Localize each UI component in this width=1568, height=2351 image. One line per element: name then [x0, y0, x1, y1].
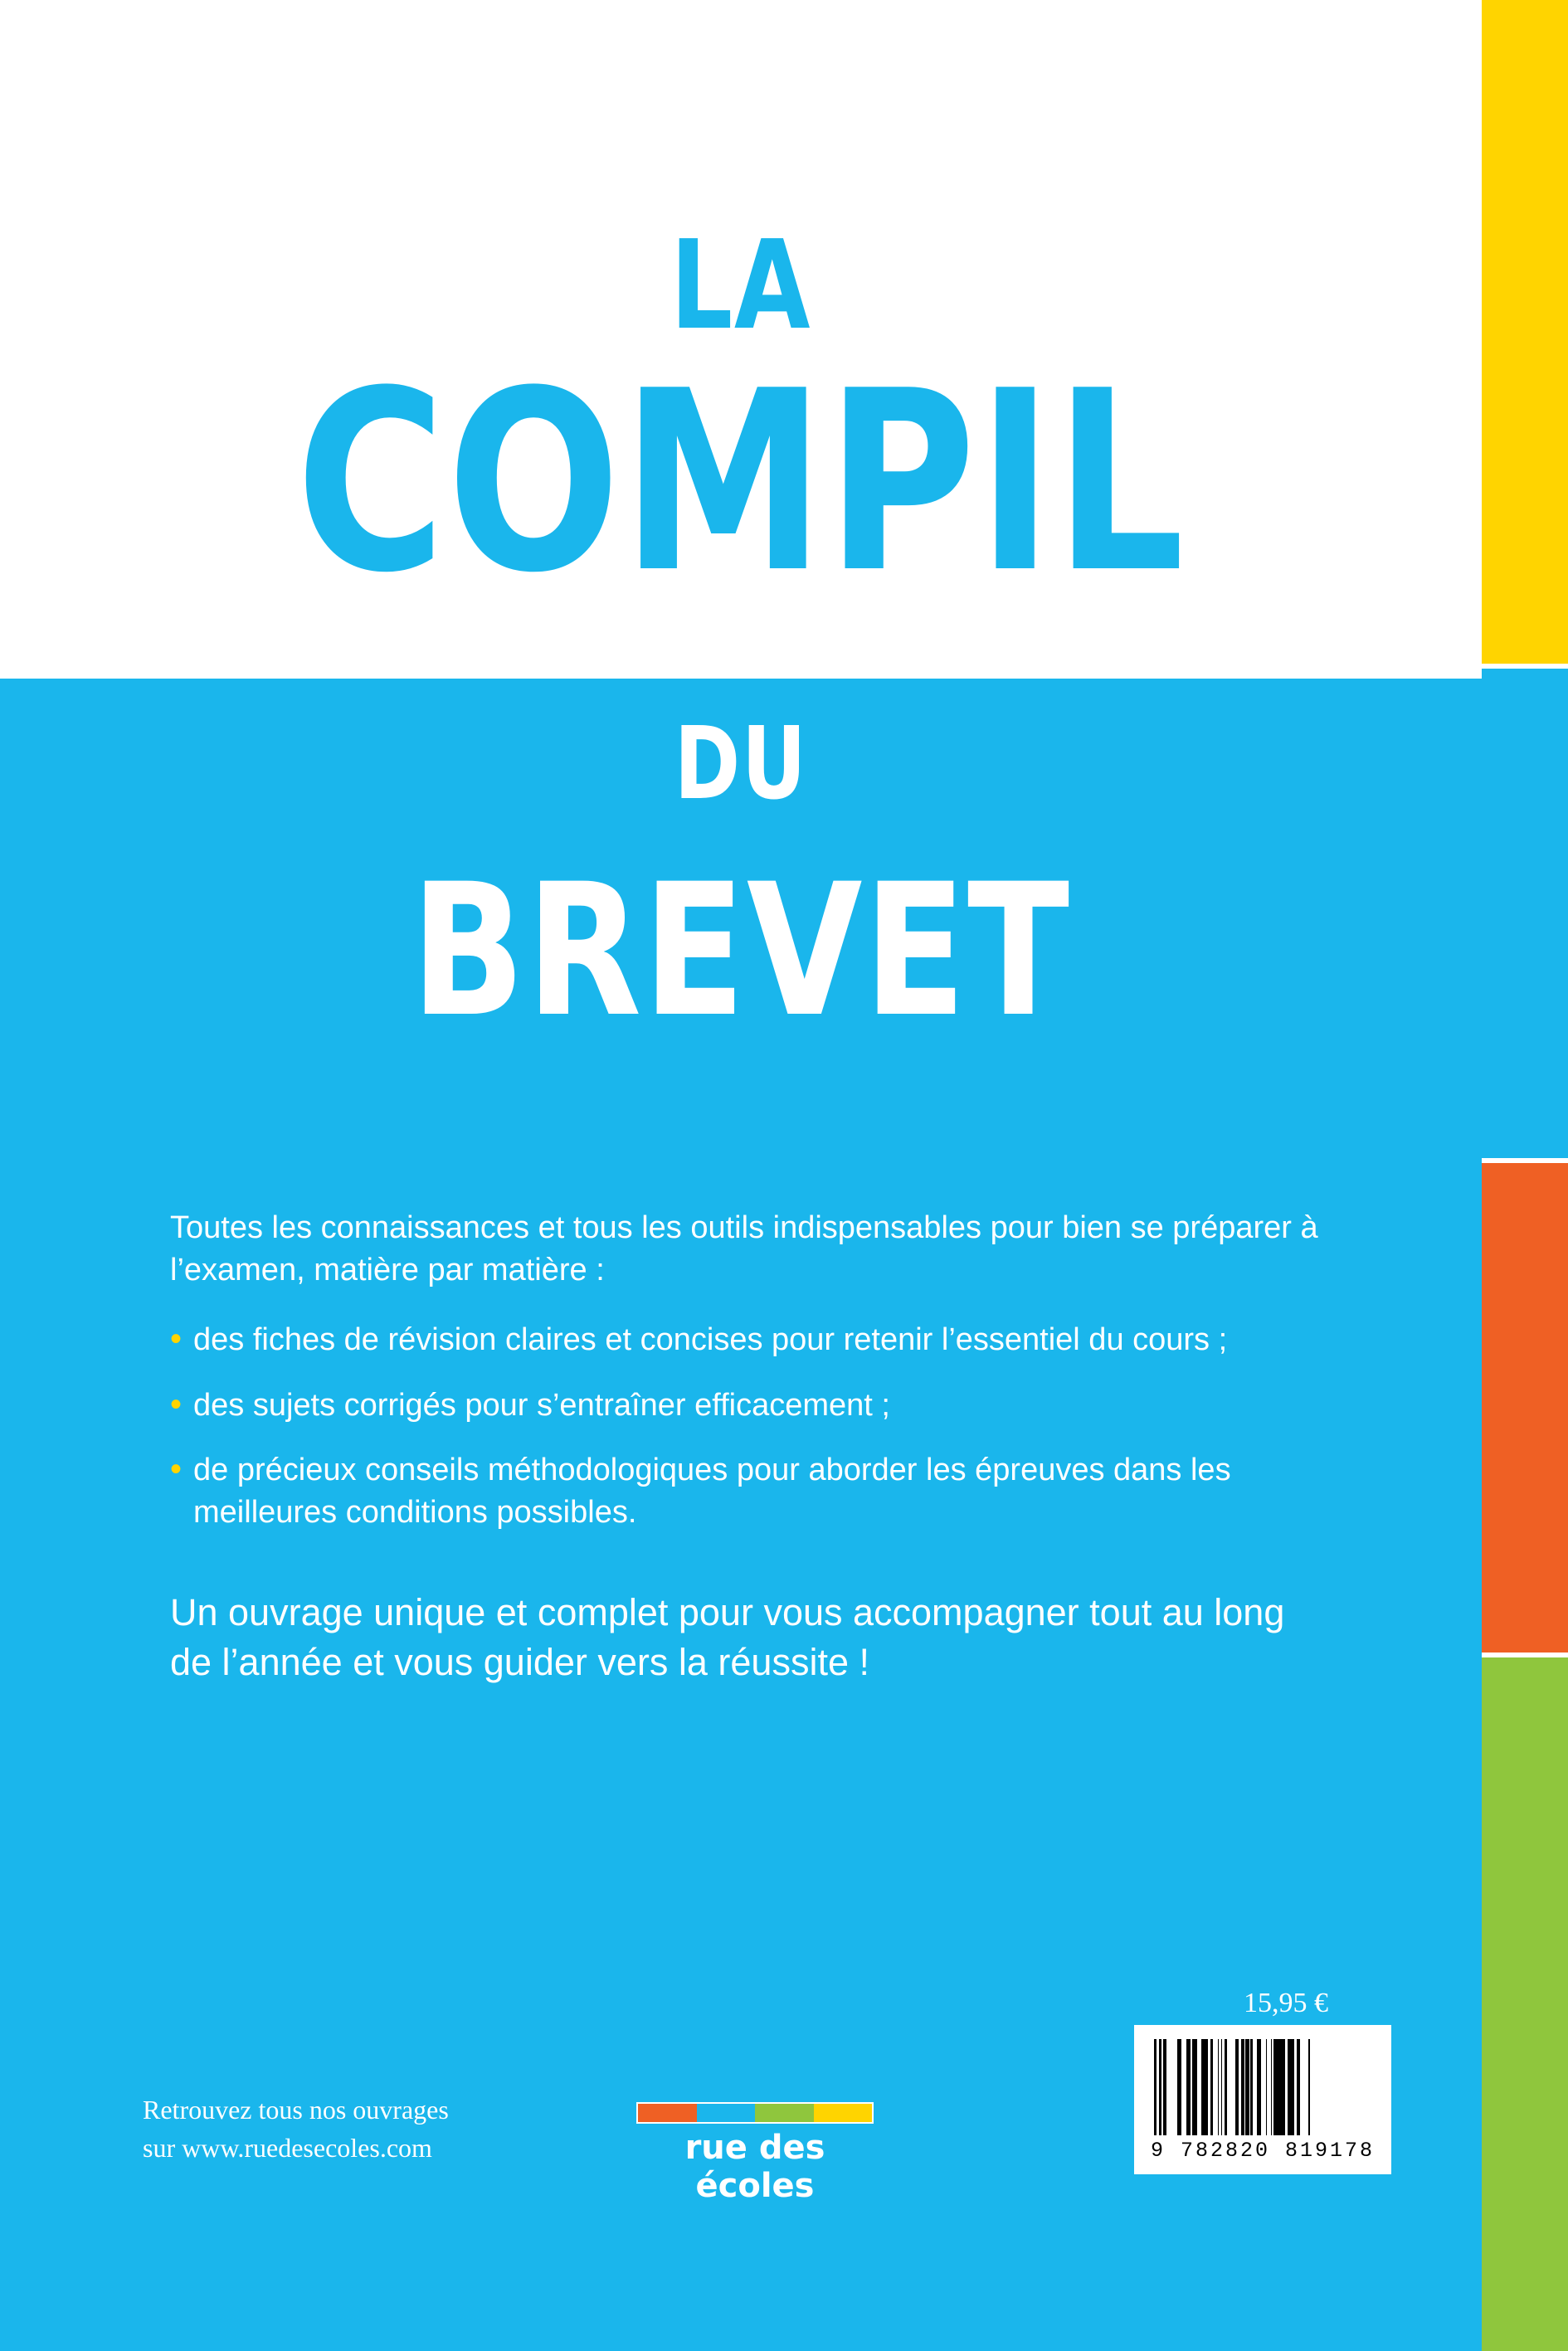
footer-note	[143, 2091, 449, 2168]
spine-strip-green	[1482, 1657, 1568, 2351]
publisher-logo	[631, 2102, 879, 2205]
blurb-intro: Toutes les connaissances et tous les outils indispensables pour bien se préparer à l’examen, matière par matière :	[170, 1210, 1318, 1287]
title-line-la: LA	[670, 214, 812, 357]
barcode-digits: 9 782820 819178	[1150, 2139, 1376, 2163]
blurb-closing: Un ouvrage unique et complet pour vous accompagner tout au long de l’année et vous guider vers la réussite !	[170, 1591, 1285, 1684]
spine-strip-orange	[1482, 1163, 1568, 1653]
spine-strip-yellow	[1482, 0, 1568, 664]
spine-strip-cyan	[1482, 669, 1568, 1158]
publisher-name: rue des écoles	[684, 2129, 825, 2205]
footer-note-line2: sur www.ruedesecoles.com	[143, 2133, 432, 2164]
price-label: 15,95 €	[1244, 1988, 1328, 2018]
publisher-logo-bars-icon	[636, 2102, 874, 2124]
bullet-dot-icon: •	[170, 1385, 183, 1423]
blurb-block	[170, 1207, 1332, 1725]
title-line-brevet: BREVET	[411, 845, 1071, 1057]
bullet-text: des sujets corrigés pour s’entraîner efficacement ;	[193, 1387, 890, 1423]
barcode	[1134, 2025, 1391, 2174]
bullet-text: de précieux conseils méthodologiques pour aborder les épreuves dans les meilleures conditions possibles.	[193, 1453, 1231, 1530]
bullet-dot-icon: •	[170, 1321, 183, 1358]
list-item	[170, 1385, 1332, 1427]
title-line-du: DU	[674, 707, 808, 822]
footer-note-line1: Retrouvez tous nos ouvrages	[143, 2095, 449, 2125]
bullet-dot-icon: •	[170, 1451, 183, 1488]
list-item	[170, 1319, 1332, 1361]
barcode-bars	[1152, 2039, 1379, 2135]
list-item	[170, 1449, 1332, 1533]
title-line-compil: COMPIL	[295, 338, 1186, 627]
bullet-text: des fiches de révision claires et concises pour retenir l’essentiel du cours ;	[193, 1322, 1228, 1358]
